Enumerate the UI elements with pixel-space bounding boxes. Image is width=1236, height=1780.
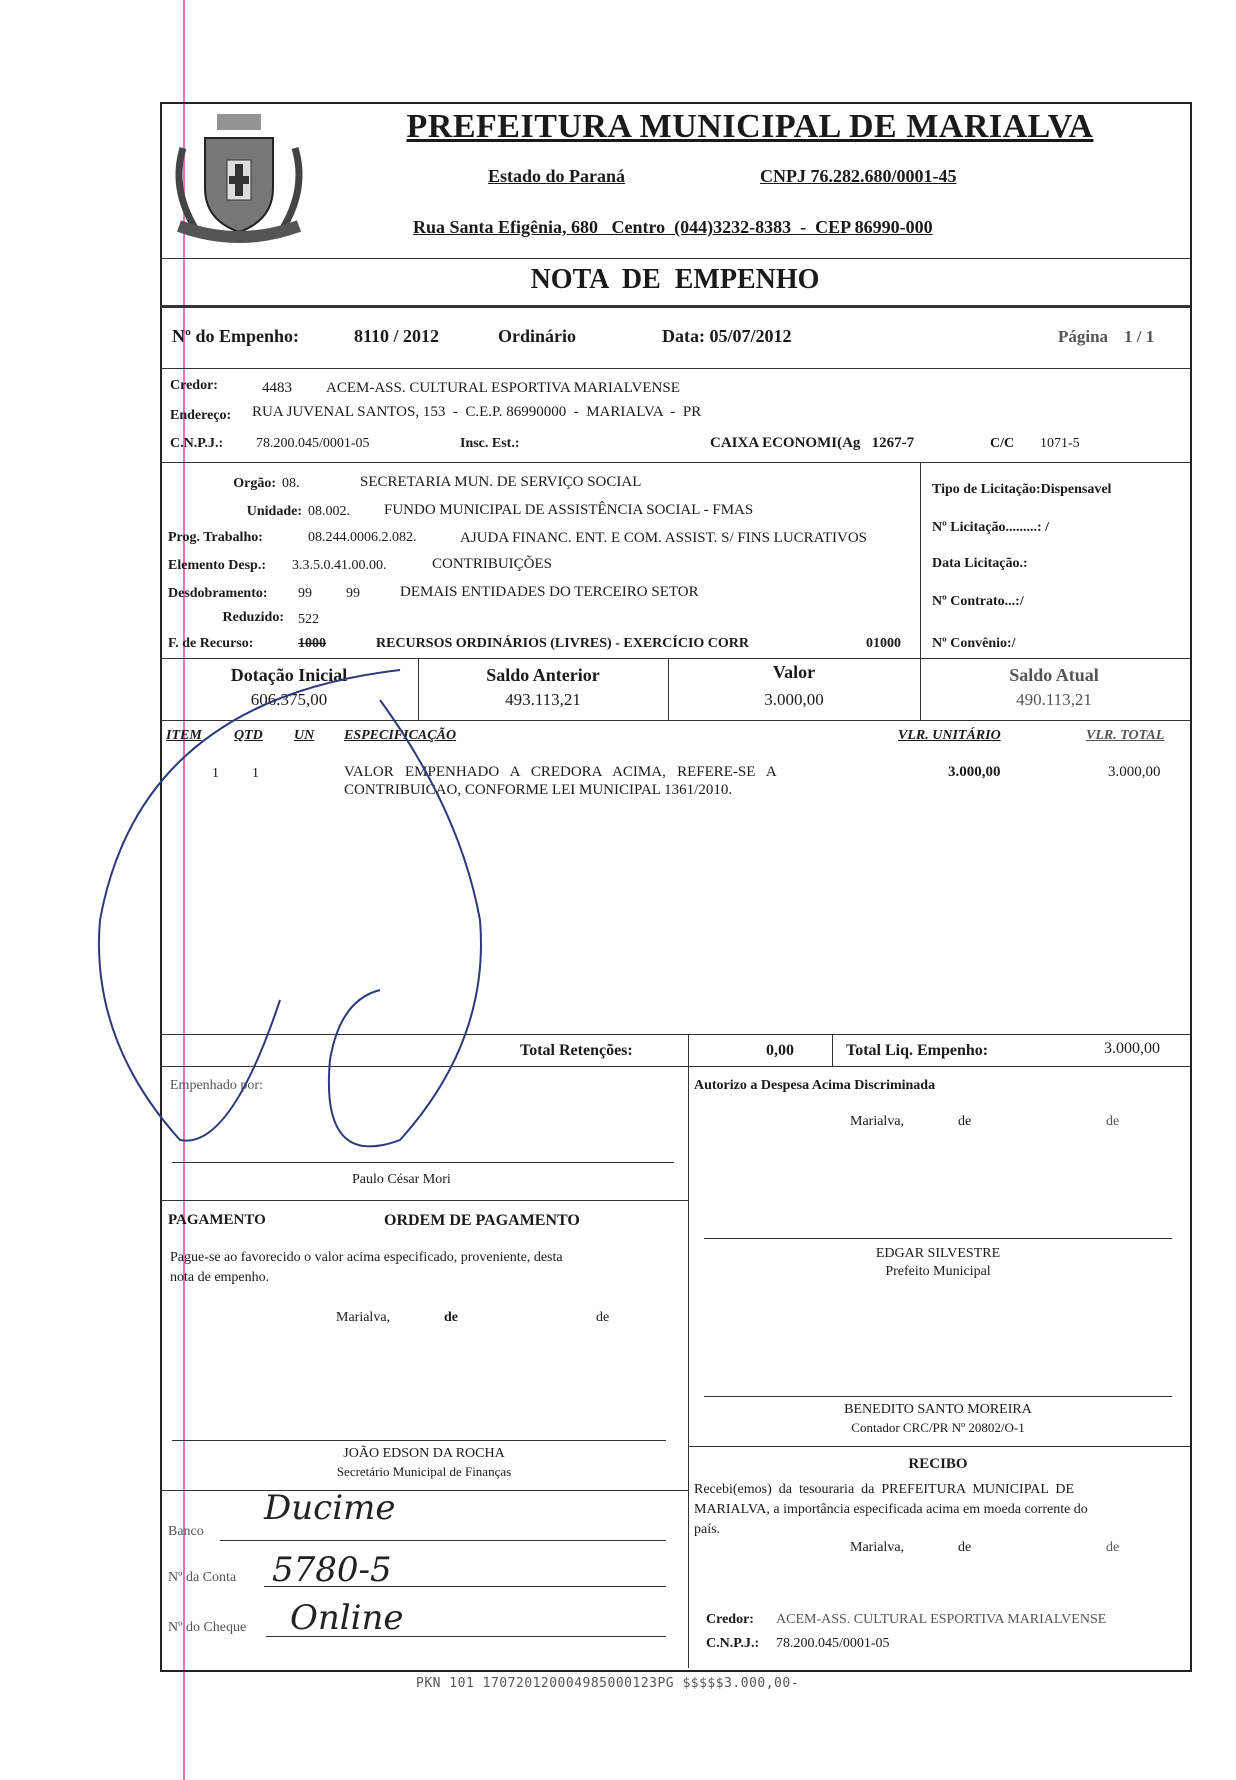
- fonte-code: 1000: [298, 636, 326, 651]
- banco-info: CAIXA ECONOMI(Ag 1267-7: [710, 435, 915, 451]
- fonte-label: F. de Recurso:: [168, 636, 254, 651]
- prog-code: 08.244.0006.2.082.: [308, 530, 417, 545]
- saldo-anterior-label: Saldo Anterior: [486, 665, 600, 685]
- page-number: 1 / 1: [1124, 327, 1155, 346]
- recibo-text-3: país.: [694, 1522, 721, 1537]
- contrato-numero: Nº Contrato...:/: [932, 594, 1024, 609]
- orgao-name: SECRETARIA MUN. DE SERVIÇO SOCIAL: [360, 474, 642, 490]
- pague-de-2: de: [596, 1310, 610, 1325]
- autorizo-de-1: de: [958, 1114, 972, 1129]
- desdobramento-label: Desdobramento:: [168, 586, 268, 601]
- item-desc-line-1: VALOR EMPENHADO A CREDORA ACIMA, REFERE-SE A: [344, 764, 777, 780]
- cheque-label: Nº do Cheque: [168, 1620, 247, 1635]
- autorizo-label: Autorizo a Despesa Acima Discriminada: [694, 1078, 936, 1093]
- recibo-de-2: de: [1106, 1540, 1120, 1555]
- recibo-text-2: MARIALVA, a importância especificada acima em moeda corrente do: [694, 1502, 1088, 1517]
- col-especificacao: ESPECIFICAÇÃO: [344, 728, 457, 743]
- licitacao-numero: Nº Licitação.........: /: [932, 520, 1049, 535]
- dotacao-value: 606.375,00: [250, 690, 328, 709]
- secretario-cargo: Secretário Municipal de Finanças: [336, 1464, 512, 1479]
- col-vlr-total: VLR. TOTAL: [1086, 728, 1165, 743]
- recibo-credor-label: Credor:: [706, 1612, 754, 1627]
- unidade-code: 08.002.: [308, 504, 350, 519]
- licitacao-data: Data Licitação.:: [932, 556, 1028, 571]
- pague-text-1: Pague-se ao favorecido o valor acima especificado, proveniente, desta: [170, 1250, 563, 1265]
- recibo-local: Marialva,: [850, 1540, 905, 1555]
- insc-label: Insc. Est.:: [460, 436, 520, 451]
- elemento-label: Elemento Desp.:: [168, 558, 266, 573]
- cc-value: 1071-5: [1040, 436, 1080, 451]
- empenho-date: Data: 05/07/2012: [662, 326, 792, 346]
- page-title: PREFEITURA MUNICIPAL DE MARIALVA: [406, 108, 1094, 145]
- address-label: Rua Santa Efigênia, 680 Centro (044)3232-8383 - CEP 86990-000: [413, 217, 933, 237]
- reduzido-label: Reduzido:: [222, 610, 284, 625]
- cnpj-credor-label: C.N.P.J.:: [170, 436, 224, 451]
- endereco-value: RUA JUVENAL SANTOS, 153 - C.E.P. 86990000 - MARIALVA - PR: [252, 404, 702, 420]
- saldo-atual-label: Saldo Atual: [1009, 665, 1099, 685]
- prefeito-nome: EDGAR SILVESTRE: [875, 1246, 1001, 1261]
- orgao-label: Orgão:: [233, 476, 276, 491]
- unidade-name: FUNDO MUNICIPAL DE ASSISTÊNCIA SOCIAL - FMAS: [384, 502, 754, 518]
- page-label: Página: [1058, 327, 1109, 346]
- item-vlr-unitario: 3.000,00: [948, 764, 1001, 780]
- document-title: NOTA DE EMPENHO: [530, 264, 820, 295]
- saldo-atual-value: 490.113,21: [1016, 690, 1092, 709]
- col-un: UN: [294, 728, 315, 743]
- empenho-label: Nº do Empenho:: [172, 326, 299, 346]
- cnpj-label: CNPJ 76.282.680/0001-45: [760, 166, 957, 186]
- saldo-anterior-value: 493.113,21: [505, 690, 581, 709]
- desdobramento-code-1: 99: [298, 586, 312, 601]
- conta-label: Nº da Conta: [168, 1570, 237, 1585]
- autorizo-de-2: de: [1106, 1114, 1120, 1129]
- empenhado-por-nome: Paulo César Mori: [352, 1172, 451, 1187]
- valor-label: Valor: [772, 662, 816, 682]
- cc-label: C/C: [990, 436, 1015, 451]
- conta-handwritten: 5780-5: [272, 1550, 392, 1590]
- pague-local: Marialva,: [336, 1310, 391, 1325]
- desdobramento-code-2: 99: [346, 586, 360, 601]
- cnpj-credor-value: 78.200.045/0001-05: [256, 436, 370, 451]
- elemento-name: CONTRIBUIÇÕES: [432, 556, 553, 572]
- recibo-label: RECIBO: [908, 1456, 968, 1472]
- recibo-credor-nome: ACEM-ASS. CULTURAL ESPORTIVA MARIALVENSE: [776, 1612, 1107, 1627]
- dotacao-label: Dotação Inicial: [230, 665, 348, 685]
- valor-value: 3.000,00: [764, 690, 824, 709]
- reduzido-value: 522: [298, 612, 319, 627]
- recibo-cnpj-value: 78.200.045/0001-05: [776, 1636, 890, 1651]
- recibo-text-1: Recebi(emos) da tesouraria da PREFEITURA MUNICIPAL DE: [694, 1482, 1075, 1497]
- prog-label: Prog. Trabalho:: [168, 530, 263, 545]
- total-retencoes-value: 0,00: [766, 1042, 794, 1059]
- col-qtd: QTD: [234, 728, 263, 743]
- recibo-de-1: de: [958, 1540, 972, 1555]
- desdobramento-name: DEMAIS ENTIDADES DO TERCEIRO SETOR: [400, 584, 699, 600]
- recibo-cnpj-label: C.N.P.J.:: [706, 1636, 760, 1651]
- prog-name: AJUDA FINANC. ENT. E COM. ASSIST. S/ FINS LUCRATIVOS: [460, 530, 867, 546]
- total-retencoes-label: Total Retenções:: [520, 1042, 633, 1059]
- banco-label: Banco: [168, 1524, 204, 1539]
- state-label: Estado do Paraná: [488, 166, 626, 186]
- credor-name: ACEM-ASS. CULTURAL ESPORTIVA MARIALVENSE: [326, 380, 680, 396]
- total-liq-value: 3.000,00: [1104, 1040, 1160, 1057]
- footer-code: PKN 101 170720120004985000123PG $$$$$3.000,00-: [416, 1676, 800, 1691]
- coat-of-arms-logo: [165, 108, 313, 248]
- empenhado-por-label: Empenhado por:: [170, 1078, 263, 1093]
- contador-nome: BENEDITO SANTO MOREIRA: [844, 1402, 1032, 1417]
- pague-text-2: nota de empenho.: [170, 1270, 270, 1285]
- licitacao-tipo: Tipo de Licitação:Dispensavel: [932, 482, 1112, 497]
- item-number: 1: [212, 766, 219, 781]
- item-qtd: 1: [252, 766, 259, 781]
- col-item: ITEM: [166, 728, 202, 743]
- secretario-nome: JOÃO EDSON DA ROCHA: [343, 1446, 505, 1461]
- cheque-handwritten: Online: [290, 1598, 404, 1638]
- prefeito-cargo: Prefeito Municipal: [885, 1264, 991, 1279]
- autorizo-local: Marialva,: [850, 1114, 905, 1129]
- banco-handwritten: Ducime: [264, 1488, 396, 1528]
- item-vlr-total: 3.000,00: [1108, 764, 1161, 780]
- contador-cargo: Contador CRC/PR Nº 20802/O-1: [851, 1420, 1025, 1435]
- item-desc-line-2: CONTRIBUICAO, CONFORME LEI MUNICIPAL 1361/2010.: [344, 782, 733, 798]
- ordem-pagamento-label: ORDEM DE PAGAMENTO: [384, 1212, 580, 1229]
- empenho-type: Ordinário: [498, 326, 577, 346]
- endereco-label: Endereço:: [170, 408, 232, 423]
- convenio-numero: Nº Convênio:/: [932, 636, 1016, 651]
- credor-code: 4483: [262, 380, 292, 396]
- pague-de-1: de: [444, 1310, 458, 1325]
- elemento-code: 3.3.5.0.41.00.00.: [292, 558, 387, 573]
- empenho-number: 8110 / 2012: [354, 326, 440, 346]
- credor-label: Credor:: [170, 378, 218, 393]
- unidade-label: Unidade:: [246, 504, 302, 519]
- col-vlr-unitario: VLR. UNITÁRIO: [898, 728, 1001, 743]
- total-liq-label: Total Liq. Empenho:: [846, 1042, 989, 1059]
- orgao-code: 08.: [282, 476, 300, 491]
- fonte-number: 01000: [866, 636, 901, 651]
- fonte-name: RECURSOS ORDINÁRIOS (LIVRES) - EXERCÍCIO CORR: [376, 636, 749, 651]
- pagamento-label: PAGAMENTO: [168, 1212, 266, 1228]
